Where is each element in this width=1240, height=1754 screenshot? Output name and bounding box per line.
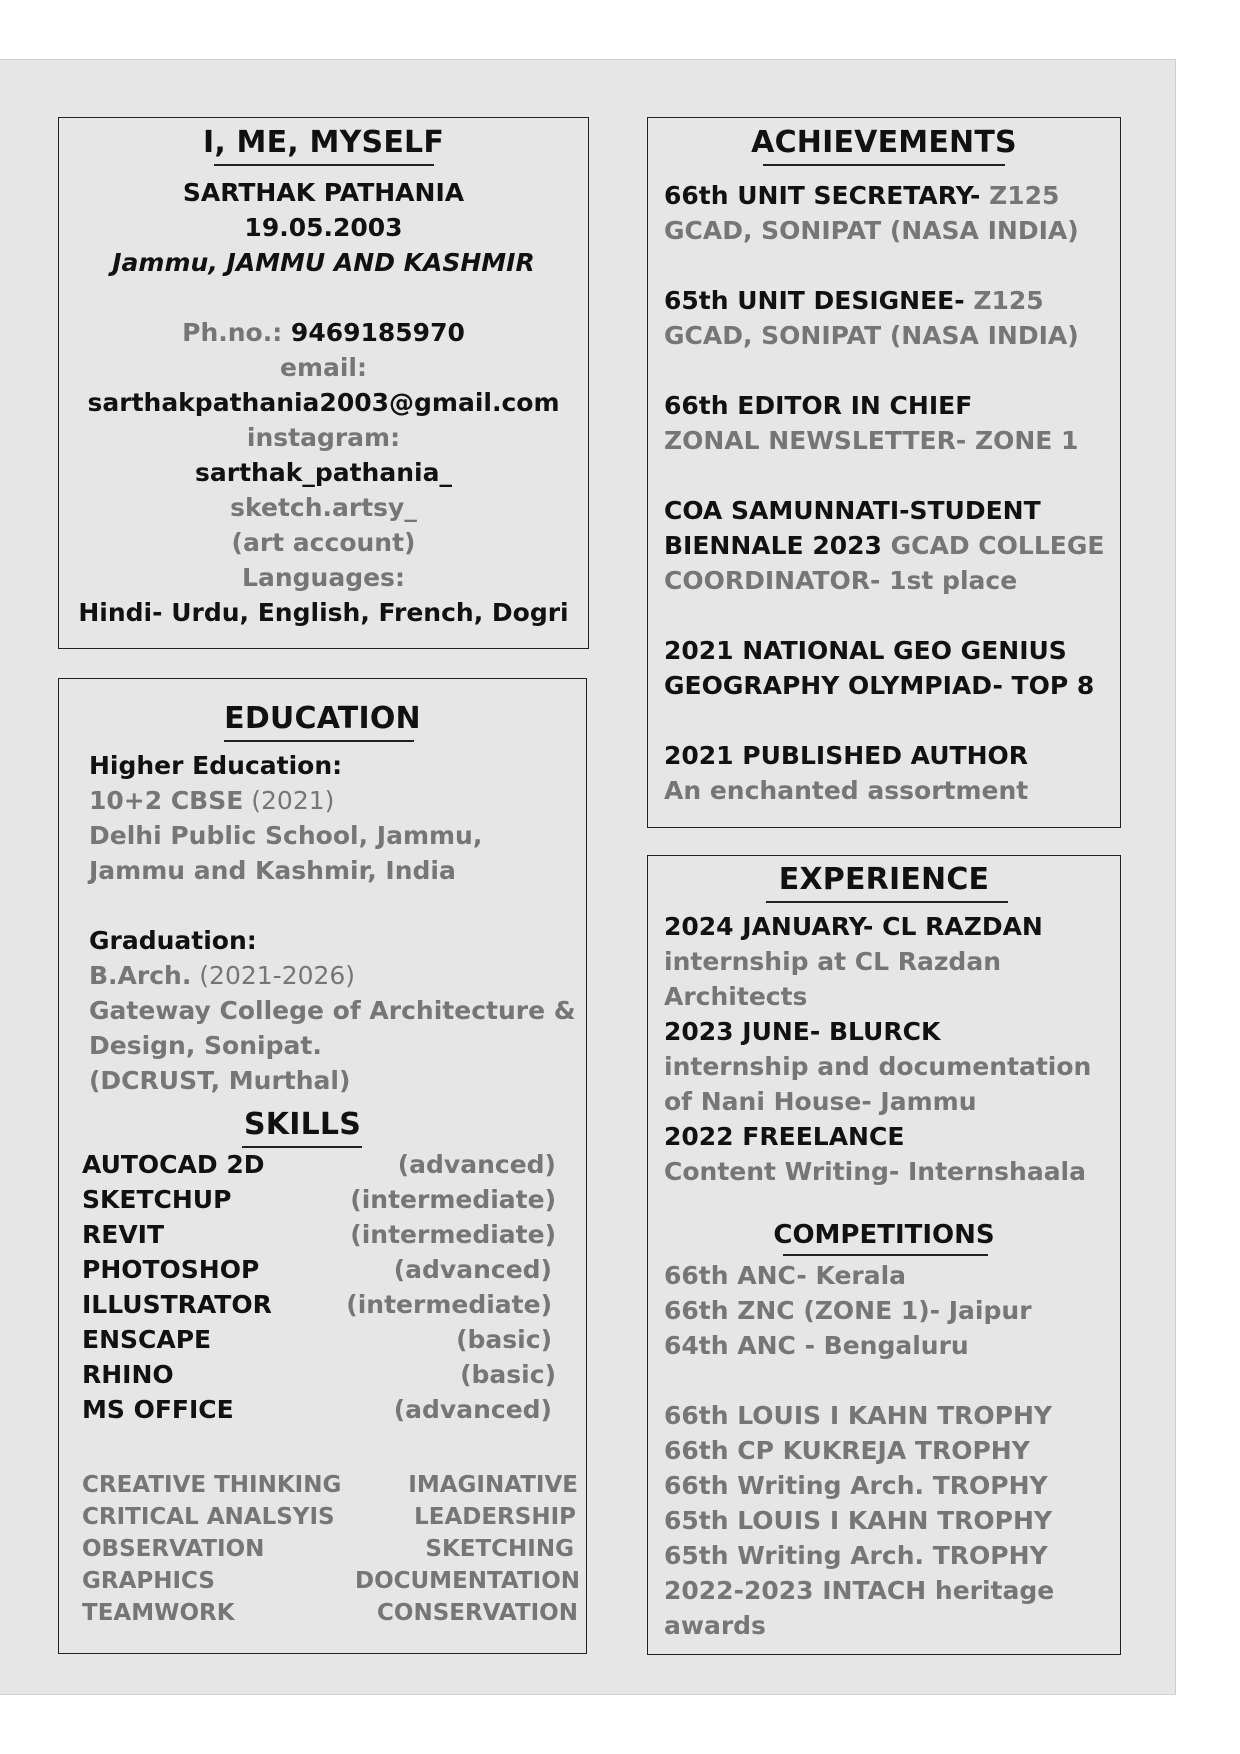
graduation-college-city: Design, Sonipat. xyxy=(89,1031,322,1060)
achievement-item: 2021 PUBLISHED AUTHOR xyxy=(664,741,1029,770)
experience-title-underline xyxy=(766,901,1008,903)
skill-name: PHOTOSHOP xyxy=(82,1255,260,1284)
soft-skill: TEAMWORK xyxy=(82,1600,235,1626)
skill-name: AUTOCAD 2D xyxy=(82,1150,265,1179)
soft-skill: DOCUMENTATION xyxy=(354,1568,580,1594)
soft-skill: OBSERVATION xyxy=(82,1536,265,1562)
achievements-box xyxy=(647,117,1121,828)
achievement-item: COA SAMUNNATI-STUDENT xyxy=(664,496,1041,525)
skill-level: (advanced) xyxy=(393,1255,552,1284)
skill-name: ILLUSTRATOR xyxy=(82,1290,272,1319)
experience-detail: of Nani House- Jammu xyxy=(664,1087,977,1116)
about-title: I, ME, MYSELF xyxy=(202,125,445,160)
achievement-item-line: GEOGRAPHY OLYMPIAD- TOP 8 xyxy=(664,671,1095,700)
achievement-detail: COORDINATOR- 1st place xyxy=(664,566,1018,595)
phone-line xyxy=(59,315,588,350)
skill-level: (advanced) xyxy=(393,1395,552,1424)
skill-level: (advanced) xyxy=(397,1150,556,1179)
competition-item: 65th Writing Arch. TROPHY xyxy=(664,1541,1048,1570)
soft-skill: GRAPHICS xyxy=(82,1568,215,1594)
achievement-detail: ZONAL NEWSLETTER- ZONE 1 xyxy=(664,426,1079,455)
soft-skill: CRITICAL ANALSYIS xyxy=(82,1504,335,1530)
education-title: EDUCATION xyxy=(224,701,421,736)
art-account-note: (art account) xyxy=(231,528,416,557)
competition-item: 64th ANC - Bengaluru xyxy=(664,1331,969,1360)
achievement-item-line: BIENNALE 2023 GCAD COLLEGE xyxy=(664,531,1105,560)
experience-heading: 2024 JANUARY- CL RAZDAN xyxy=(664,912,1043,941)
email-address[interactable]: sarthakpathania2003@gmail.com xyxy=(87,388,560,417)
skill-name: MS OFFICE xyxy=(82,1395,234,1424)
competition-item: 2022-2023 INTACH heritage xyxy=(664,1576,1055,1605)
higher-education-course: 10+2 CBSE (2021) xyxy=(89,786,335,815)
full-name: SARTHAK PATHANIA xyxy=(182,178,465,207)
experience-detail: internship and documentation xyxy=(664,1052,1092,1081)
competition-item: 66th CP KUKREJA TROPHY xyxy=(664,1436,1030,1465)
competition-item: awards xyxy=(664,1611,766,1640)
about-box xyxy=(58,117,589,649)
achievement-item: 66th UNIT SECRETARY- Z125 xyxy=(664,181,1060,210)
art-account-handle[interactable]: sketch.artsy_ xyxy=(230,493,417,522)
skill-level: (intermediate) xyxy=(350,1220,556,1249)
instagram-label: instagram: xyxy=(246,423,401,452)
achievement-detail: An enchanted assortment xyxy=(664,776,1029,805)
skill-name: ENSCAPE xyxy=(82,1325,212,1354)
competition-item: 66th ANC- Kerala xyxy=(664,1261,907,1290)
soft-skill: CONSERVATION xyxy=(377,1600,578,1626)
soft-skill: IMAGINATIVE xyxy=(408,1472,578,1498)
skill-name: RHINO xyxy=(82,1360,174,1389)
skill-level: (basic) xyxy=(456,1325,552,1354)
experience-detail: Architects xyxy=(664,982,808,1011)
graduation-university: (DCRUST, Murthal) xyxy=(89,1066,351,1095)
date-of-birth: 19.05.2003 xyxy=(244,213,403,242)
languages-label: Languages: xyxy=(242,563,405,592)
soft-skill: CREATIVE THINKING xyxy=(82,1472,342,1498)
about-title-underline xyxy=(214,164,434,166)
soft-skill: SKETCHING xyxy=(425,1536,574,1562)
experience-heading: 2022 FREELANCE xyxy=(664,1122,905,1151)
achievement-item: 65th UNIT DESIGNEE- Z125 xyxy=(664,286,1044,315)
skill-level: (basic) xyxy=(460,1360,556,1389)
achievement-detail: GCAD, SONIPAT (NASA INDIA) xyxy=(664,216,1079,245)
achievement-item: 66th EDITOR IN CHIEF xyxy=(664,391,973,420)
experience-detail: Content Writing- Internshaala xyxy=(664,1157,1086,1186)
graduation-course: B.Arch. (2021-2026) xyxy=(89,961,356,990)
soft-skill: LEADERSHIP xyxy=(414,1504,576,1530)
experience-detail: internship at CL Razdan xyxy=(664,947,1001,976)
competition-item: 66th LOUIS I KAHN TROPHY xyxy=(664,1401,1053,1430)
location: Jammu, JAMMU AND KASHMIR xyxy=(112,248,535,277)
email-label: email: xyxy=(279,353,367,382)
skill-name: REVIT xyxy=(82,1220,165,1249)
achievement-item: 2021 NATIONAL GEO GENIUS xyxy=(664,636,1067,665)
achievements-title: ACHIEVEMENTS xyxy=(751,125,1017,160)
phone-number: 9469185970 xyxy=(290,318,465,347)
competition-item: 66th ZNC (ZONE 1)- Jaipur xyxy=(664,1296,1032,1325)
competition-item: 65th LOUIS I KAHN TROPHY xyxy=(664,1506,1053,1535)
higher-education-label: Higher Education: xyxy=(89,751,343,780)
experience-title: EXPERIENCE xyxy=(778,862,990,897)
competitions-title-underline xyxy=(783,1254,988,1256)
achievements-title-underline xyxy=(763,164,1005,166)
higher-education-location: Jammu and Kashmir, India xyxy=(89,856,456,885)
skill-name: SKETCHUP xyxy=(82,1185,232,1214)
graduation-label: Graduation: xyxy=(89,926,257,955)
languages-list: Hindi- Urdu, English, French, Dogri xyxy=(78,598,569,627)
skill-level: (intermediate) xyxy=(350,1185,556,1214)
competition-item: 66th Writing Arch. TROPHY xyxy=(664,1471,1048,1500)
experience-box xyxy=(647,855,1121,1655)
skills-title: SKILLS xyxy=(243,1107,362,1142)
skill-level: (intermediate) xyxy=(346,1290,552,1319)
skills-title-underline xyxy=(242,1146,362,1148)
competitions-title: COMPETITIONS xyxy=(773,1220,995,1250)
phone-label: Ph.no.: xyxy=(182,318,291,347)
achievement-detail: GCAD, SONIPAT (NASA INDIA) xyxy=(664,321,1079,350)
higher-education-school: Delhi Public School, Jammu, xyxy=(89,821,483,850)
graduation-college: Gateway College of Architecture & xyxy=(89,996,576,1025)
instagram-handle[interactable]: sarthak_pathania_ xyxy=(195,458,452,487)
education-title-underline xyxy=(224,740,414,742)
experience-heading: 2023 JUNE- BLURCK xyxy=(664,1017,941,1046)
